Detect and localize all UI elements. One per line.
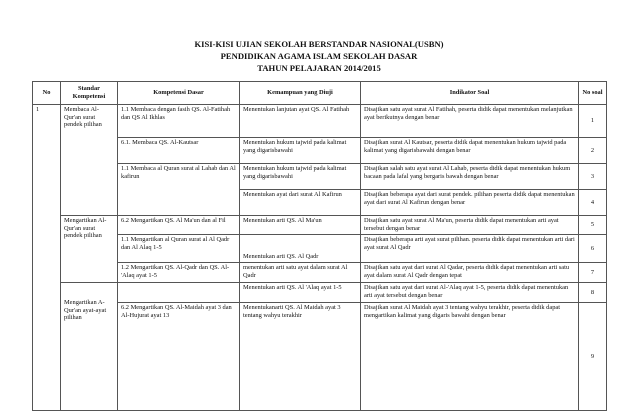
document-title: KISI-KISI UJIAN SEKOLAH BERSTANDAR NASIONAL(USBN)	[194, 39, 444, 49]
cell-no-soal: 8	[579, 283, 607, 303]
cell-indikator: Disajikan surat Al Maidah ayat 3 tentang wahyu terakhir, peserta didik dapat mengartikan kalimat yang digaris bawahi dengan benar	[361, 303, 579, 411]
cell-indikator: Disajikan salah satu ayat surat Al Lahab, peserta didik dapat menentukan hukum bacaan pada lafal yang bergaris bawah dengan benar	[361, 164, 579, 190]
table-row	[33, 138, 607, 164]
cell-indikator: Disajikan satu ayat surat Al Ma'un, peserta didik dapat menentukan arti ayat tersebut dengan benar	[361, 216, 579, 235]
cell-indikator: Disajikan surat Al Kautsar, peserta didik dapat menentukan hukum tajwid pada kalimat yang digarisbawahi dengan benar	[361, 138, 579, 164]
cell-kemampuan: Menentukan arti QS. Al Ma'un	[240, 216, 361, 235]
cell-kemampuan: Menentukan arti QS. Al Qadr	[240, 235, 361, 263]
cell-indikator: Disajikan satu ayat dari surat Al-'Alaq ayat 1-5, peserta didik dapat menentukan arti ayat tersebut dengan benar	[361, 283, 579, 303]
table-row	[33, 105, 607, 138]
cell-kompetensi-dasar: 6.2 Mengartikan QS. Al-Maidah ayat 3 dan Al-Hujurat ayat 13	[118, 303, 240, 411]
cell-kemampuan: Menentukan ayat dari surat Al Kafirun	[240, 190, 361, 216]
cell-kompetensi-dasar: 1.1 Membaca al Quran surat al Lahab dan Al kafirun	[118, 164, 240, 216]
cell-no-soal: 9	[579, 303, 607, 411]
cell-kompetensi-dasar: 6.2 Mengartikan QS. Al Ma'un dan al Fil	[118, 216, 240, 235]
document-subtitle: PENDIDIKAN AGAMA ISLAM SEKOLAH DASAR	[220, 51, 418, 61]
col-header-kemampuan: Kemampuan yang Diuji	[240, 82, 361, 105]
table-header-row	[33, 82, 607, 105]
document-year: TAHUN PELAJARAN 2014/2015	[257, 63, 381, 73]
cell-kompetensi-dasar-empty	[118, 283, 240, 303]
cell-kompetensi-dasar: 1.1 Membaca dengan fasih QS. Al-Fatihah dan QS Al Ikhlas	[118, 105, 240, 138]
cell-standar-kompetensi: Mengartikan A-Qur'an ayat-ayat pilihan	[61, 283, 118, 411]
cell-no: 1	[33, 105, 61, 216]
table-row	[33, 263, 607, 283]
cell-kemampuan: Menentukan hukum tajwid pada kalimat yang digarisbawahi	[240, 164, 361, 190]
table-row	[33, 216, 607, 235]
cell-indikator: Disajikan beberapa arti ayat surat pilihan. peserta didik dapat menentukan arti dari ayat surat Al Qadr	[361, 235, 579, 263]
cell-standar-kompetensi: Mengartikan Al-Qur'an surat pendek pilihan	[61, 216, 118, 283]
cell-no-soal: 6	[579, 235, 607, 263]
table-row	[33, 283, 607, 303]
cell-no-soal: 2	[579, 138, 607, 164]
cell-kemampuan: Menentukan lanjutan ayat QS. Al Fatihah	[240, 105, 361, 138]
cell-kemampuan: Menentukan hukum tajwid pada kalimat yang digarisbawahi	[240, 138, 361, 164]
cell-no-soal: 4	[579, 190, 607, 216]
table-row	[33, 235, 607, 263]
cell-indikator: Disajikan beberapa ayat dari surat pendek. pilihan peserta didik dapat menentukan ayat dari surat Al Kafirun dengan benar	[361, 190, 579, 216]
cell-no-empty	[33, 216, 61, 283]
table-row	[33, 164, 607, 190]
cell-no-soal: 1	[579, 105, 607, 138]
cell-no-soal: 3	[579, 164, 607, 190]
table-row	[33, 303, 607, 411]
col-header-no: No	[33, 82, 61, 105]
col-header-standar-kompetensi: Standar Kompetensi	[61, 82, 118, 105]
cell-indikator: Disajikan satu ayat dari surat Al Qadar, peserta didik dapat menentukan arti satu ayat dalam surat Al Qadr dengan tepat	[361, 263, 579, 283]
cell-kompetensi-dasar: 1.2 Mengartikan QS. Al-Qadr dan QS. Al-'Alaq ayat 1-5	[118, 263, 240, 283]
col-header-no-soal: No soal	[579, 82, 607, 105]
col-header-kompetensi-dasar: Kompetensi Dasar	[118, 82, 240, 105]
cell-kemampuan: Menentukan arti QS. Al 'Alaq ayat 1-5	[240, 283, 361, 303]
cell-kompetensi-dasar: 6.1. Membaca QS. Al-Kautsar	[118, 138, 240, 164]
cell-kompetensi-dasar: 1.1 Mengartikan al Quran surat al Al Qadr dan Al Alaq 1-5	[118, 235, 240, 263]
cell-no-empty	[33, 283, 61, 411]
kisi-kisi-table	[32, 81, 607, 411]
cell-kemampuan: menentukan arti satu ayat dalam surat Al Qadr	[240, 263, 361, 283]
col-header-indikator: Indikator Soal	[361, 82, 579, 105]
cell-kemampuan: Menentukanarti QS. Al Maidah ayat 3 tentang wahyu terakhir	[240, 303, 361, 411]
cell-indikator: Disajikan satu ayat surat Al Fatihah, peserta didik dapat menentukan melanjutkan ayat berikutnya dengan benar	[361, 105, 579, 138]
cell-no-soal: 7	[579, 263, 607, 283]
cell-standar-kompetensi: Membaca Al-Qur'an surat pendek pilihan	[61, 105, 118, 216]
cell-no-soal: 5	[579, 216, 607, 235]
